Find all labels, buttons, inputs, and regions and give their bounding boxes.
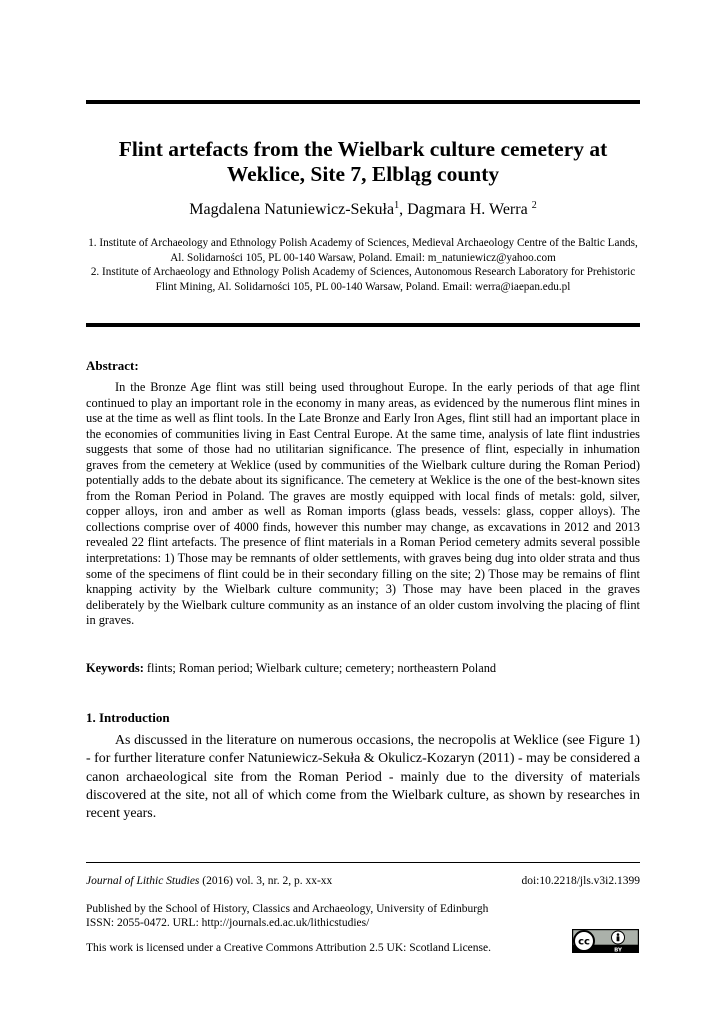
- by-person-icon-head: [617, 933, 620, 936]
- title-line-2: Weklice, Site 7, Elbląg county: [226, 162, 500, 186]
- keywords-text: flints; Roman period; Wielbark culture; cemetery; northeastern Poland: [143, 661, 497, 675]
- doi-link[interactable]: doi:10.2218/jls.v3i2.1399: [521, 875, 640, 887]
- journal-name: Journal of Lithic Studies: [86, 875, 200, 887]
- footer-rule: [86, 862, 640, 863]
- affiliation-1: 1. Institute of Archaeology and Ethnology Polish Academy of Sciences, Medieval Archaeology Centre of the Baltic Lands, Al. Solidarności 105, PL 00-140 Warsaw, Poland. Email: m_natuniewicz@yahoo.com: [88, 237, 638, 264]
- keywords-label: Keywords:: [86, 661, 144, 675]
- header-bottom-rule: [86, 323, 640, 327]
- issn-url-line[interactable]: ISSN: 2055-0472. URL: http://journals.ed.ac.uk/lithicstudies/: [86, 917, 370, 929]
- abstract-text: In the Bronze Age flint was still being used throughout Europe. In the early periods of that age flint continued to play an important role in the economy in many areas, as evidenced by the numerous flint mines in use at the time as well as flint tools. In the Late Bronze and Early Iron Ages, flint still had an important place in the economies of communities living in East Central Europe. At the same time, analysis of late flint industries suggests that some of those had no utilitarian significance. The presence of flint, especially in inhumation graves from the cemetery at Weklice (used by communities of the Wielbark culture during the Roman Period) potentially adds to the debate about its significance. The cemetery at Weklice is the one of the best-known sites from the Roman Period in Poland. The graves are mostly equipped with local finds of metals: gold, silver, copper alloys, iron and amber as well as Roman imports (glass beads, vessels: glass, copper alloys). The collections comprise over of 4000 finds, however this number may change, as excavations in 2012 and 2013 revealed 22 flint artefacts. The presence of flint materials in a Roman Period cemetery admits several possible interpretations: 1) Those may be remnants of older settlements, with graves being dug into older strata and thus some of the specimens of flint could be in their secondary filling on the site; 2) Those may be remains of flint knapping activity by the Wielbark culture community; 3) Those may have been placed in the graves deliberately by the Wielbark culture community as an instance of an older custom involving the placing of flint in graves.: [86, 380, 640, 628]
- abstract-heading: Abstract:: [86, 358, 139, 373]
- cc-logo-text: cc: [578, 936, 590, 948]
- introduction-text: As discussed in the literature on numerous occasions, the necropolis at Weklice (see Figure 1) - for further literature confer Natuniewicz-Sekuła & Okulicz-Kozaryn (2011) - may be considered a canon archaeological site from the Roman Period - mainly due to the diversity of materials discovered at the site, not all of which come from the Wielbark culture, as shown by researches in recent years.: [86, 733, 640, 822]
- journal-details: (2016) vol. 3, nr. 2, p. xx-xx: [199, 875, 333, 887]
- keywords-line: [86, 660, 640, 676]
- license-statement: This work is licensed under a Creative Commons Attribution 2.5 UK: Scotland License.: [86, 942, 491, 954]
- affiliation-2: 2. Institute of Archaeology and Ethnology Polish Academy of Sciences, Autonomous Research Laboratory for Prehistoric Flint Mining, Al. Solidarności 105, PL 00-140 Warsaw, Poland. Email: werra@iaepan.edu.pl: [90, 266, 636, 293]
- publisher-line: Published by the School of History, Classics and Archaeology, University of Edinburgh: [86, 903, 489, 915]
- author-1-name: Magdalena Natuniewicz-Sekuła: [189, 201, 395, 218]
- publisher-info: [86, 902, 488, 930]
- introduction-heading: 1. Introduction: [86, 710, 170, 725]
- by-person-icon-body: [617, 936, 620, 941]
- article-title: [86, 137, 640, 187]
- author-2-affiliation-mark: 2: [531, 200, 537, 211]
- journal-citation: [86, 874, 332, 888]
- author-2-name: Dagmara H. Werra: [407, 201, 528, 218]
- title-line-1: Flint artefacts from the Wielbark culture cemetery at: [118, 137, 608, 161]
- by-label: BY: [614, 947, 622, 953]
- author-list: [86, 200, 640, 220]
- cc-by-license-icon[interactable]: [572, 929, 639, 953]
- author-1-affiliation-mark: 1: [394, 200, 400, 211]
- header-top-rule: [86, 100, 640, 104]
- author-separator: ,: [399, 201, 408, 218]
